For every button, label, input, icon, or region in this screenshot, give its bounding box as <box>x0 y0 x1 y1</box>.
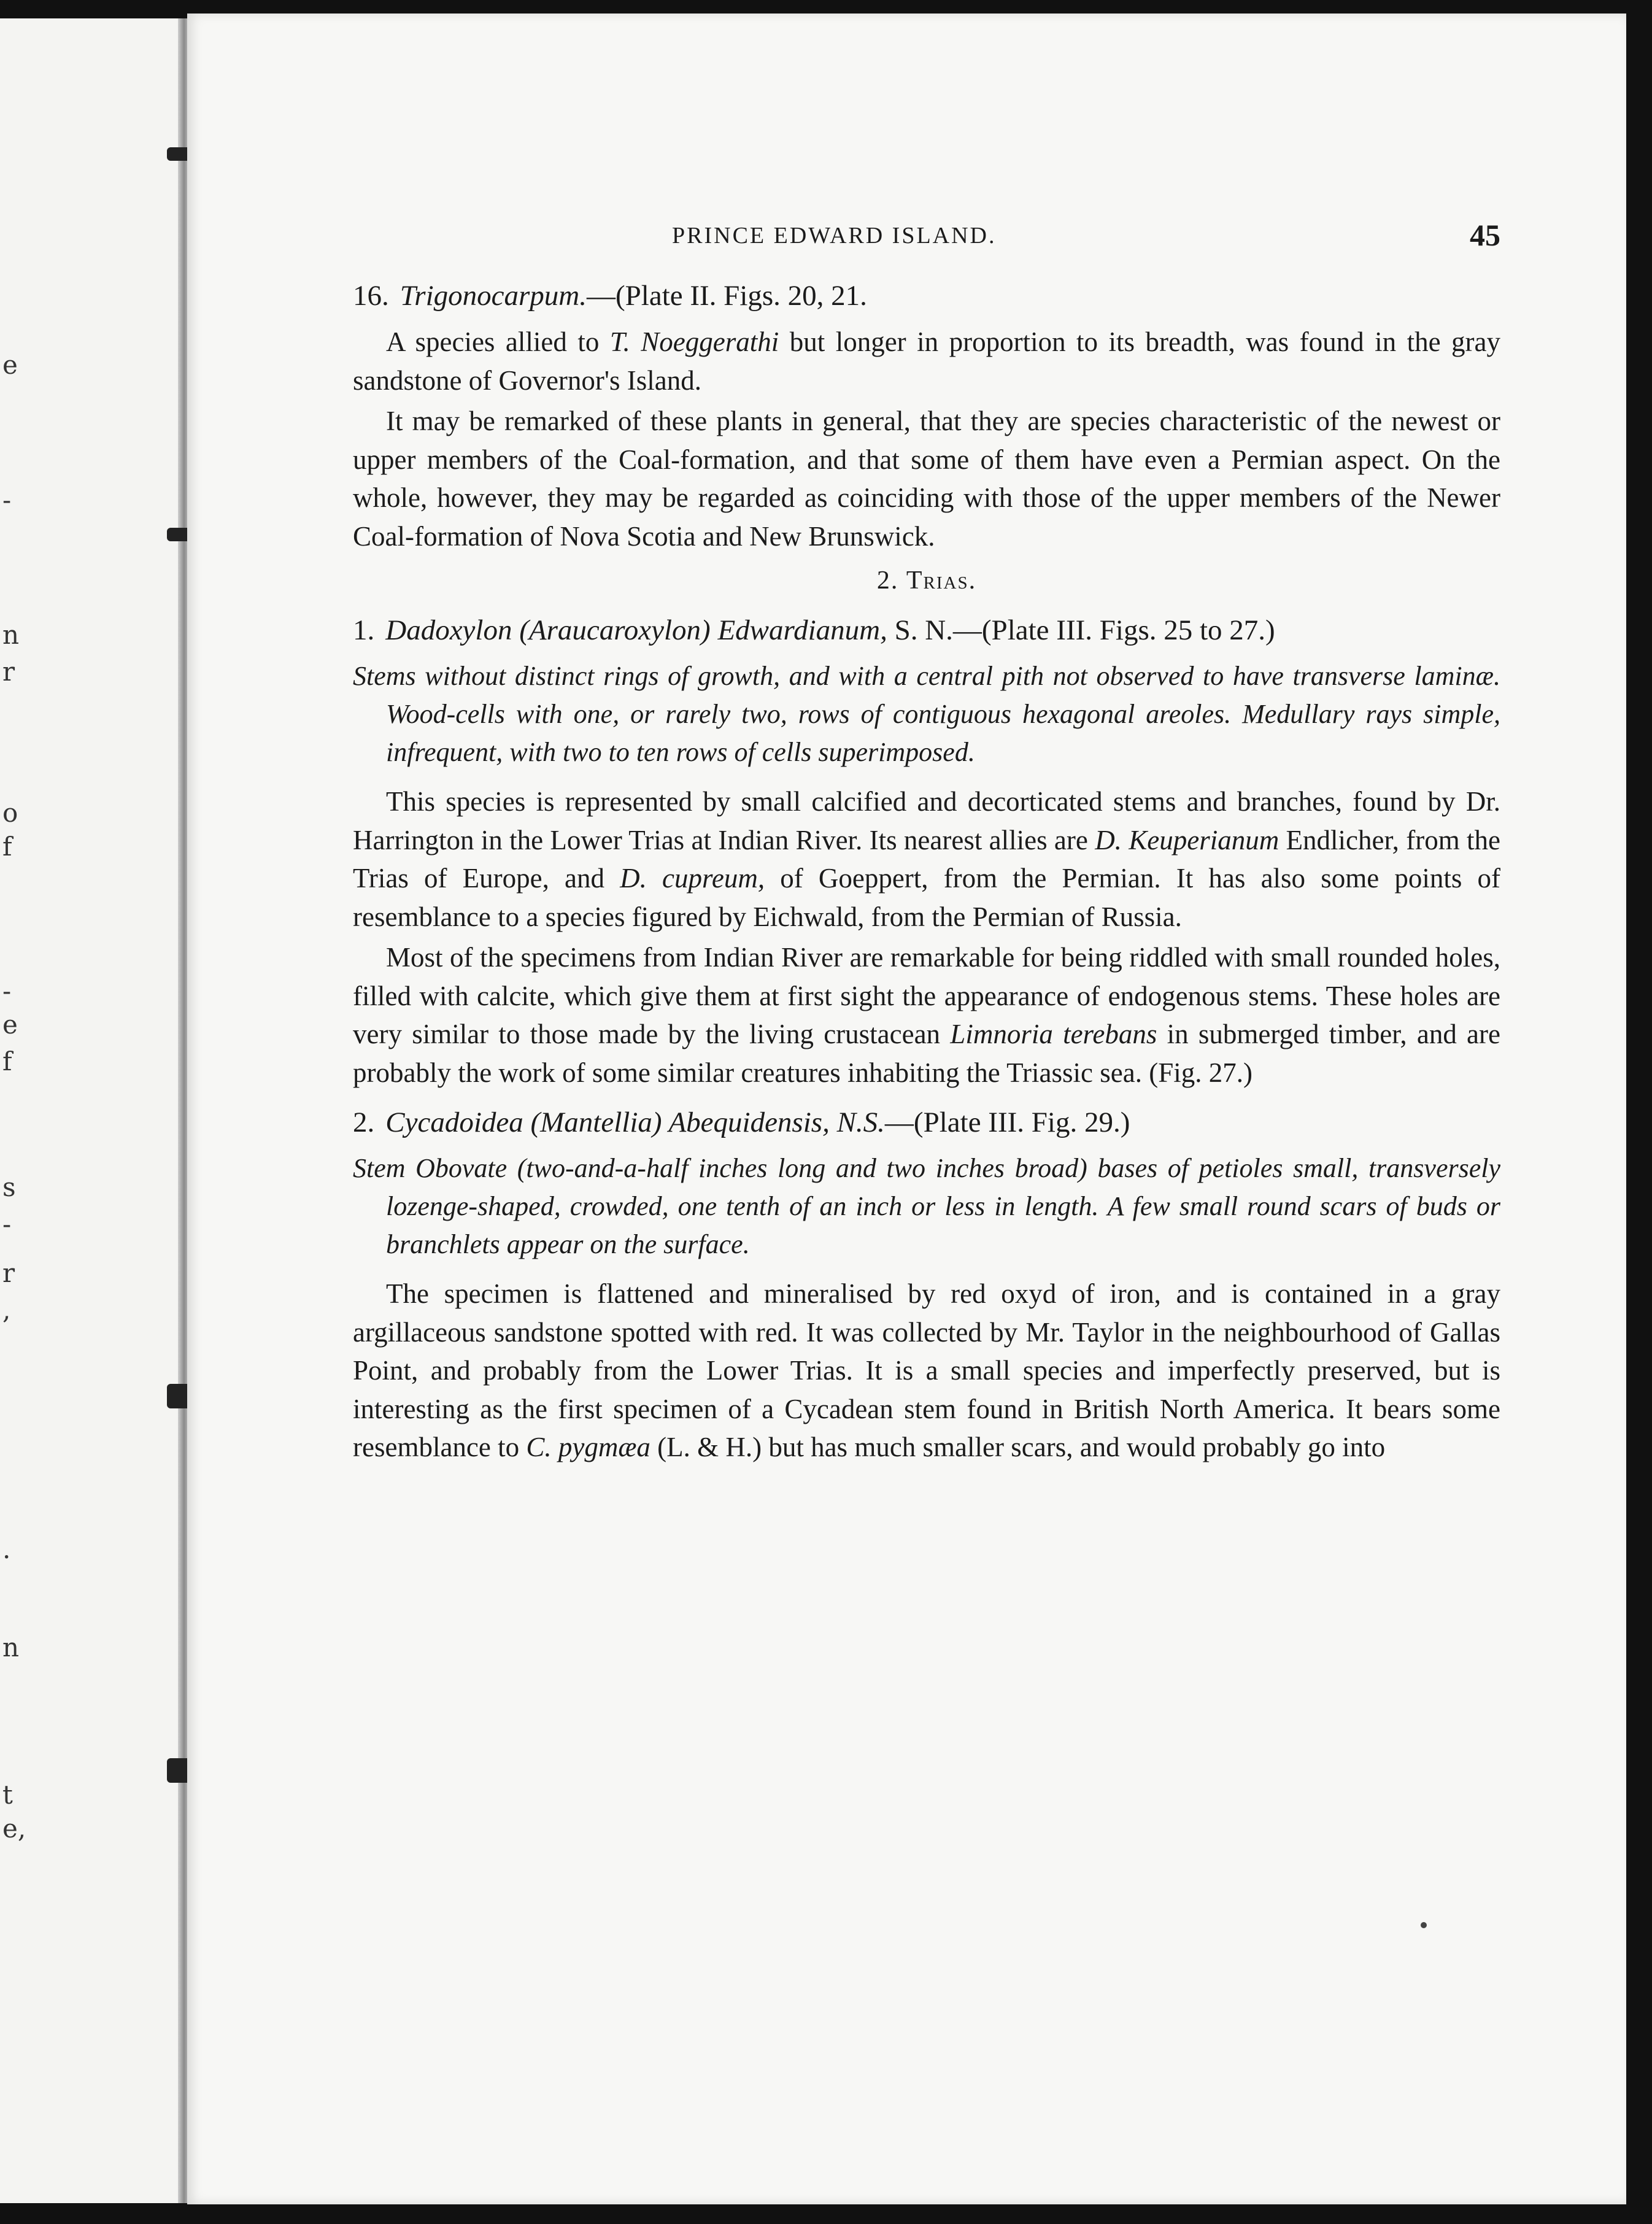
left-edge-char: e, <box>2 1813 26 1844</box>
left-edge-char: - <box>2 1209 12 1239</box>
left-edge-char: r <box>2 1258 15 1288</box>
plate-reference: S. N.—(Plate III. Figs. 25 to 27.) <box>887 614 1275 646</box>
italic-taxon: D. cupreum, <box>620 863 765 894</box>
left-edge-char: e <box>2 1010 18 1040</box>
text-run: This species is represented by small calcified and decorticated stems and branches, found by Dr. Harrington in the Lower Trias at Indian River. Its nearest allies are <box>353 786 1500 855</box>
italic-taxon: C. pygmæa <box>526 1432 650 1462</box>
right-page <box>187 14 1626 2204</box>
left-edge-char: n <box>2 1632 20 1662</box>
left-edge-char: o <box>2 798 18 828</box>
left-edge-char: f <box>2 1046 12 1076</box>
species-name: Cycadoidea (Mantellia) Abequidensis, N.S. <box>385 1106 885 1138</box>
left-edge-char: , <box>2 1295 11 1325</box>
species-entry-16-heading <box>353 276 1500 315</box>
left-edge-char: r <box>2 657 15 687</box>
plate-reference: —(Plate II. Figs. 20, 21. <box>587 280 867 312</box>
entry-number: 2. <box>353 1106 375 1138</box>
italic-taxon: Limnoria terebans <box>950 1019 1157 1049</box>
text-run: The specimen is flattened and mineralised by red oxyd of iron, and is contained in a gray argillaceous sandstone spotted with red. It was collected by Mr. Taylor in the neighbourhood of Gallas Point, and probably from the Lower Trias. It is a small species and imperfectly preserved, but is interesting as the first specimen of a Cycadean stem found in British North America. It bears some resemblance to <box>353 1278 1500 1462</box>
paragraph-noeggerathi <box>353 323 1500 400</box>
running-title: PRINCE EDWARD ISLAND. <box>672 223 997 249</box>
entry-number: 1. <box>353 614 375 646</box>
section-number: 2. <box>876 566 906 595</box>
section-heading-trias <box>353 562 1500 600</box>
diagnosis-cycadoidea: Stem Obovate (two-and-a-half inches long and two inches broad) bases of petioles small, transversely lozenge-shaped, crowded, one tenth of an inch or less in length. A few small round scars of buds or branchlets appear on the surface. <box>353 1153 1500 1259</box>
page-content <box>353 218 1500 1469</box>
left-page-edge <box>0 18 184 2203</box>
left-edge-char: - <box>2 485 12 515</box>
text-run: but longer in proportion to its breadth, was found in the gray sandstone of Governor's Island. <box>353 326 1500 396</box>
plate-reference: —(Plate III. Fig. 29.) <box>884 1106 1130 1138</box>
entry-number: 16. <box>353 280 389 312</box>
paragraph-general-remarks: It may be remarked of these plants in general, that they are species characteristic of the newest or upper members of the Coal-formation, and that some of them have even a Permian aspect. On the whole, however, they may be regarded as coinciding with those of the upper members of the Newer Coal-formation of Nova Scotia and New Brunswick. <box>353 406 1500 552</box>
text-run: A species allied to <box>386 326 610 357</box>
section-title: Trias. <box>906 566 977 595</box>
species-name: Dadoxylon (Araucaroxylon) Edwardianum, <box>385 614 887 646</box>
text-run: Endlicher, from the Trias of Europe, and <box>353 824 1500 894</box>
italic-taxon: D. Keuperianum <box>1095 824 1280 855</box>
paragraph-representation <box>353 782 1500 936</box>
species-name: Trigonocarpum. <box>399 280 587 312</box>
left-edge-char: f <box>2 832 12 862</box>
page-number: 45 <box>1470 218 1500 252</box>
paragraph-indian-river <box>353 938 1500 1092</box>
left-edge-char: t <box>2 1780 13 1810</box>
left-edge-char: s <box>2 1172 16 1202</box>
italic-taxon: T. Noeggerathi <box>609 326 779 357</box>
text-run: Most of the specimens from Indian River are remarkable for being riddled with small rounded holes, filled with calcite, which give them at first sight the appearance of endogenous stems. These holes are very similar to those made by the living crustacean <box>353 942 1500 1049</box>
left-edge-char: . <box>2 1534 11 1564</box>
diagnosis-dadoxylon: Stems without distinct rings of growth, and with a central pith not observed to have transverse laminæ. Wood-cells with one, or rarely two, rows of contiguous hexagonal areoles. Medullary rays simple, infrequent, with two to ten rows of cells superimposed. <box>353 661 1500 767</box>
left-page-cutoff-text <box>0 18 25 2203</box>
text-run: (L. & H.) but has much smaller scars, and would probably go into <box>650 1432 1386 1462</box>
species-entry-1-heading <box>353 611 1500 650</box>
text-run: of Goeppert, from the Permian. It has also some points of resemblance to a species figured by Eichwald, from the Permian of Russia. <box>353 863 1500 932</box>
left-edge-char: e <box>2 350 18 380</box>
paragraph-specimen <box>353 1275 1500 1467</box>
left-edge-char: - <box>2 976 12 1006</box>
page-header <box>353 218 1500 265</box>
left-edge-char: n <box>2 620 20 650</box>
species-entry-2-heading <box>353 1103 1500 1142</box>
page-speck <box>1421 1922 1427 1928</box>
text-run: in submerged timber, and are probably the work of some similar creatures inhabiting the Triassic sea. (Fig. 27.) <box>353 1019 1500 1088</box>
